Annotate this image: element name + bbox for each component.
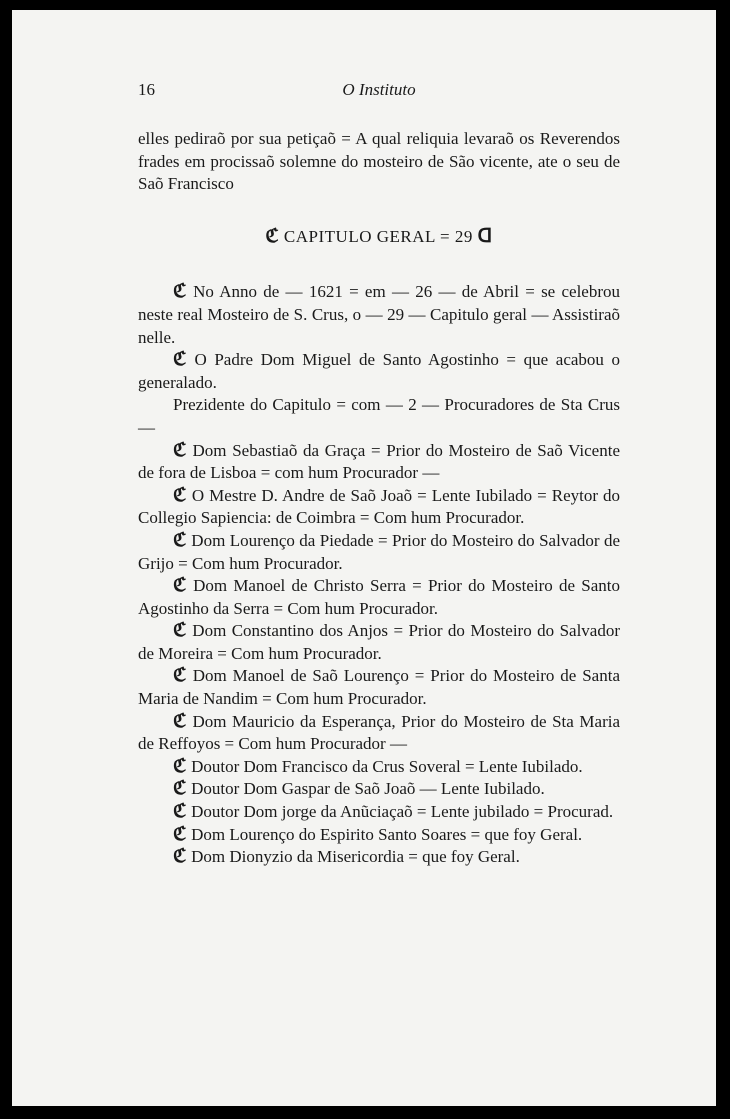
entry-paragraph [138,440,620,485]
entry-paragraph [138,824,620,847]
entry-text: Dom Constantino dos Anjos = Prior do Mosteiro do Salvador de Moreira = Com hum Procurador. [138,621,621,663]
entry-paragraph [138,575,620,620]
entry-text: Dom Sebastiaõ da Graça = Prior do Mosteiro de Saõ Vicente de fora de Lisboa = com hum Procurador — [138,440,620,483]
entry-paragraph [138,530,620,575]
entry-text: Doutor Dom Gaspar de Saõ Joaõ — Lente Iubilado. [191,779,545,799]
heading-text: CAPITULO GERAL = 29 [283,226,473,246]
entry-text: Dom Mauricio da Esperança, Prior do Mosteiro de Sta Maria de Reffoyos = Com hum Procurador — [138,711,620,754]
pilcrow-icon: ℭ [173,484,192,506]
heading-mark-right: ᗡ [477,225,493,247]
pilcrow-icon: ℭ [173,529,192,551]
entry-paragraph [138,778,620,801]
entry-text: Prezidente do Capitulo = com — 2 — Procuradores de Sta Crus — [138,395,620,437]
entry-text: Dom Lourenço da Piedade = Prior do Mosteiro do Salvador de Grijo = Com hum Procurador. [138,530,621,573]
chapter-heading [138,226,620,249]
entry-text: No Anno de — 1621 = em — 26 — de Abril = se celebrou neste real Mosteiro de S. Crus, o — 29 — Capitulo geral — Assistiraõ nelle. [138,282,621,347]
pilcrow-icon: ℭ [173,778,192,800]
entry-paragraph [138,349,620,394]
pilcrow-icon: ℭ [173,846,192,868]
pilcrow-icon: ℭ [173,281,194,303]
entry-paragraph [138,756,620,779]
running-title: O Instituto [342,80,416,99]
pilcrow-icon: ℭ [173,575,194,597]
pilcrow-icon: ℭ [173,801,192,823]
pilcrow-icon: ℭ [173,665,193,687]
entries-list [138,281,620,868]
entry-paragraph [138,711,620,756]
entry-text: Dom Manoel de Saõ Lourenço = Prior do Mosteiro de Santa Maria de Nandim = Com hum Procurador. [138,666,620,709]
entry-text: Doutor Dom jorge da Anũciaçaõ = Lente jubilado = Procurad. [191,802,614,822]
heading-mark-left: ℭ [265,225,280,247]
entry-paragraph [138,620,620,665]
entry-text: Dom Manoel de Christo Serra = Prior do Mosteiro de Santo Agostinho da Serra = Com hum Procurador. [138,576,620,618]
entry-paragraph [138,485,620,530]
pilcrow-icon: ℭ [173,710,193,732]
entry-paragraph [138,394,620,439]
pilcrow-icon: ℭ [173,620,193,642]
entry-text: O Mestre D. Andre de Saõ Joaõ = Lente Iubilado = Reytor do Collegio Sapiencia: de Coimbra = Com hum Procurador. [138,485,621,528]
pilcrow-icon: ℭ [173,439,193,461]
entry-paragraph [138,846,620,869]
entry-text: O Padre Dom Miguel de Santo Agostinho = que acabou o generalado. [138,350,621,392]
pilcrow-icon: ℭ [173,823,192,845]
entry-text: Dom Dionyzio da Misericordia = que foy Geral. [191,847,520,867]
entry-paragraph [138,281,620,349]
pilcrow-icon: ℭ [173,755,192,777]
entry-paragraph [138,801,620,824]
entry-text: Doutor Dom Francisco da Crus Soveral = Lente Iubilado. [191,756,583,776]
entry-text: Dom Lourenço do Espirito Santo Soares = que foy Geral. [191,824,583,844]
page-body [138,128,620,869]
intro-paragraph: elles pediraõ por sua petiçaõ = A qual reliquia levaraõ os Reverendos frades em procissaõ solemne do mosteiro de São vicente, ate o seu de Saõ Francisco [138,129,620,194]
pilcrow-icon: ℭ [173,349,195,371]
page-number: 16 [138,80,155,99]
entry-paragraph [138,665,620,710]
